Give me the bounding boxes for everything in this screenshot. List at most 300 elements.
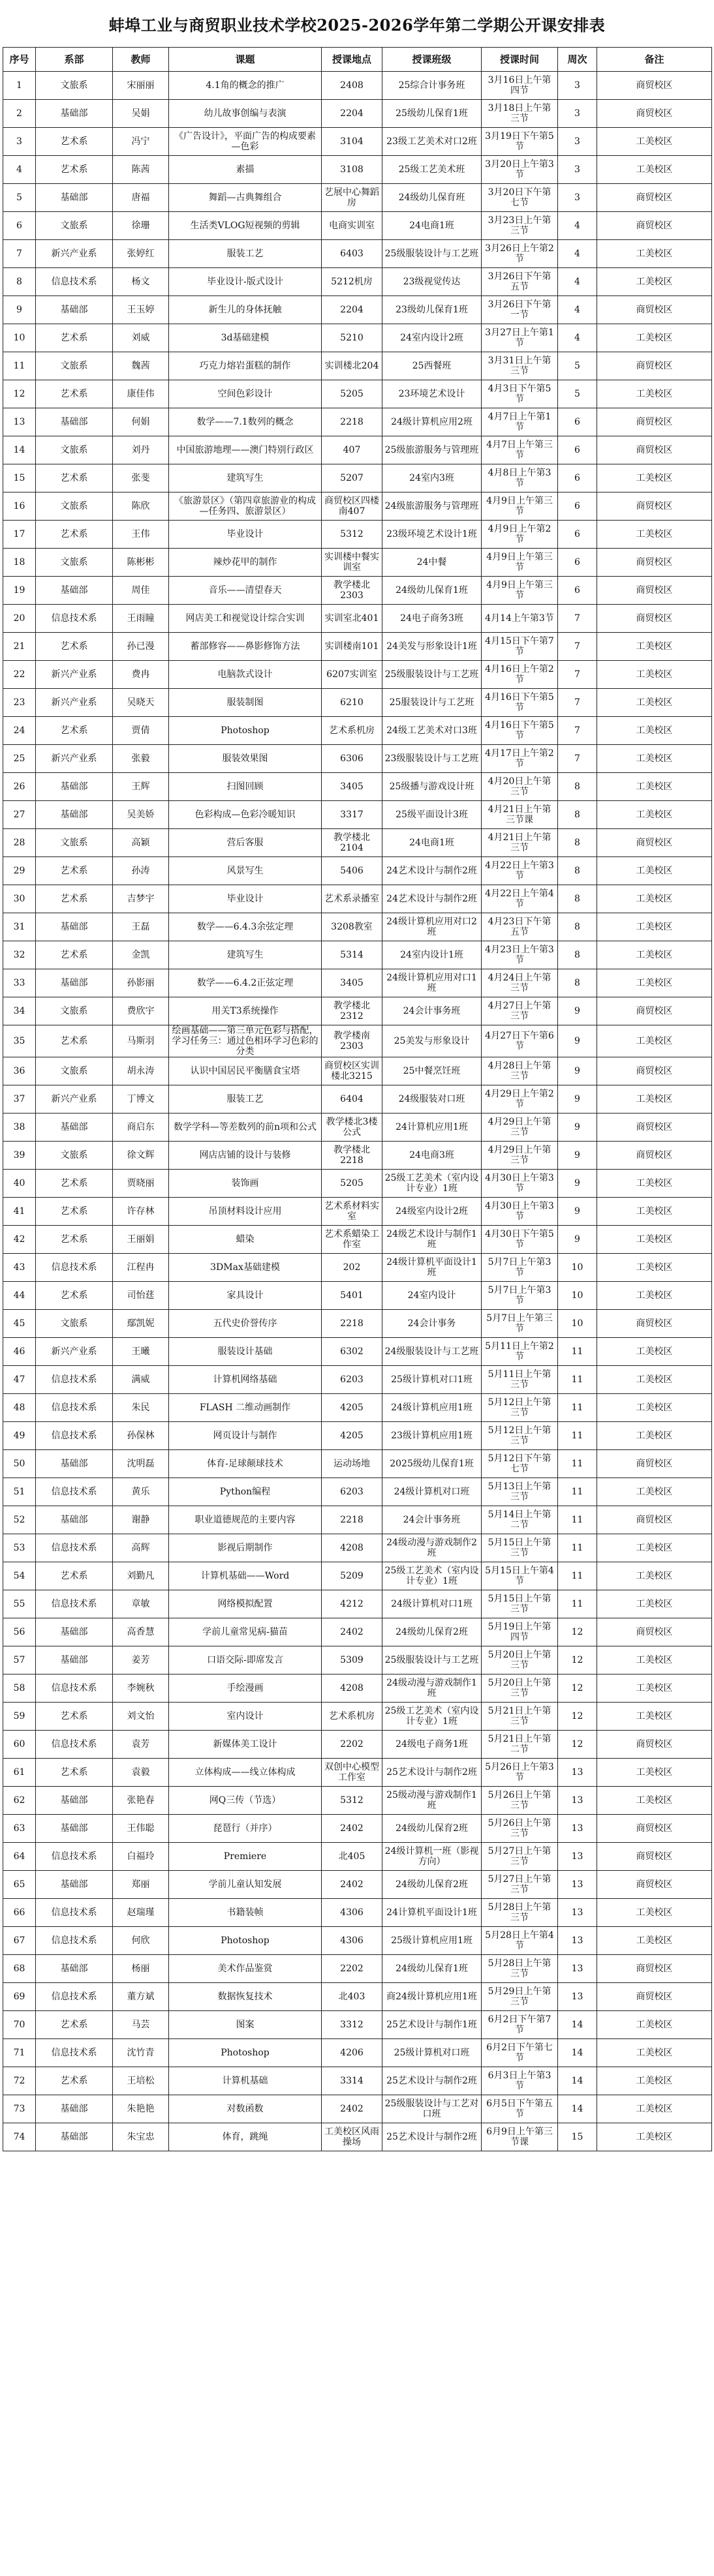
table-row (3, 212, 712, 240)
row-class: 23级环境艺术设计1班 (382, 521, 482, 549)
row-location: 2218 (322, 1506, 382, 1534)
table-row (3, 408, 712, 436)
row-teacher: 吴美娇 (113, 801, 169, 829)
row-topic: 辣炒花甲的制作 (169, 549, 322, 577)
row-location: 3108 (322, 156, 382, 184)
row-week: 11 (558, 1394, 597, 1422)
row-time: 5月7日上午第3节 (482, 1282, 558, 1310)
table-row (3, 1450, 712, 1478)
row-index: 44 (3, 1282, 36, 1310)
row-week: 14 (558, 2011, 597, 2039)
row-time: 4月15日下午第7节 (482, 633, 558, 661)
row-week: 11 (558, 1366, 597, 1394)
row-class: 25级工艺美术班 (382, 156, 482, 184)
row-teacher: 吴娟 (113, 100, 169, 128)
row-class: 24级服装对口班 (382, 1085, 482, 1114)
row-location: 商贸校区实训楼北3215 (322, 1057, 382, 1085)
row-teacher: 高颖 (113, 829, 169, 857)
row-teacher: 杨文 (113, 268, 169, 296)
row-class: 24级电子商务1班 (382, 1731, 482, 1759)
row-index: 38 (3, 1114, 36, 1142)
row-index: 71 (3, 2039, 36, 2067)
row-week: 8 (558, 941, 597, 969)
header-row (3, 48, 712, 72)
row-index: 48 (3, 1394, 36, 1422)
row-location: 教学楼北3楼公式 (322, 1114, 382, 1142)
row-class: 24室内3班 (382, 464, 482, 492)
row-remark: 工美校区 (597, 1787, 712, 1815)
row-topic: 建筑写生 (169, 464, 322, 492)
row-topic: 网店美工和视觉设计综合实训 (169, 605, 322, 633)
row-location: 2402 (322, 1871, 382, 1899)
row-teacher: 江程冉 (113, 1254, 169, 1282)
row-class: 25级服装设计与工艺对口班 (382, 2095, 482, 2123)
row-department: 信息技术系 (36, 1254, 113, 1282)
row-department: 艺术系 (36, 1025, 113, 1057)
row-index: 57 (3, 1646, 36, 1674)
table-row (3, 1394, 712, 1422)
row-department: 艺术系 (36, 1282, 113, 1310)
table-row (3, 1562, 712, 1590)
row-week: 3 (558, 128, 597, 156)
row-location: 6203 (322, 1366, 382, 1394)
row-index: 26 (3, 773, 36, 801)
row-class: 24级服装设计与工艺班 (382, 1338, 482, 1366)
row-remark: 工美校区 (597, 689, 712, 717)
row-index: 45 (3, 1310, 36, 1338)
row-class: 24会计事务班 (382, 1506, 482, 1534)
row-department: 艺术系 (36, 324, 113, 352)
row-time: 3月26日下午第一节 (482, 296, 558, 324)
row-week: 15 (558, 2123, 597, 2151)
row-topic: 毕业设计 (169, 521, 322, 549)
row-department: 基础部 (36, 577, 113, 605)
row-remark: 商贸校区 (597, 352, 712, 380)
row-topic: 4.1角的概念的推广 (169, 72, 322, 100)
row-week: 9 (558, 1170, 597, 1198)
row-class: 24级幼儿保育2班 (382, 1871, 482, 1899)
row-index: 25 (3, 745, 36, 773)
row-time: 6月3日上午第3节 (482, 2067, 558, 2095)
row-department: 文旅系 (36, 1057, 113, 1085)
row-remark: 工美校区 (597, 324, 712, 352)
row-department: 艺术系 (36, 1562, 113, 1590)
row-location: 2402 (322, 1815, 382, 1843)
table-row (3, 436, 712, 464)
table-row (3, 885, 712, 913)
row-teacher: 董方斌 (113, 1983, 169, 2011)
row-class: 25服装设计与工艺班 (382, 689, 482, 717)
row-time: 5月7日上午第3节 (482, 1254, 558, 1282)
row-teacher: 白福玲 (113, 1843, 169, 1871)
row-class: 24级计算机平面设计1班 (382, 1254, 482, 1282)
row-time: 3月18日上午第三节 (482, 100, 558, 128)
row-remark: 工美校区 (597, 857, 712, 885)
row-remark: 商贸校区 (597, 184, 712, 212)
row-class: 24计算机应用1班 (382, 1114, 482, 1142)
row-remark: 工美校区 (597, 745, 712, 773)
row-department: 基础部 (36, 1506, 113, 1534)
table-row (3, 2123, 712, 2151)
row-teacher: 商启东 (113, 1114, 169, 1142)
row-week: 13 (558, 1815, 597, 1843)
row-department: 基础部 (36, 2095, 113, 2123)
row-topic: 手绘漫画 (169, 1674, 322, 1703)
table-row (3, 633, 712, 661)
row-week: 6 (558, 464, 597, 492)
row-week: 10 (558, 1282, 597, 1310)
row-remark: 工美校区 (597, 156, 712, 184)
row-time: 5月26日上午第三节 (482, 1815, 558, 1843)
row-teacher: 高辉 (113, 1534, 169, 1562)
row-index: 52 (3, 1506, 36, 1534)
row-week: 8 (558, 857, 597, 885)
table-row (3, 1843, 712, 1871)
row-topic: 扫图回顾 (169, 773, 322, 801)
row-teacher: 张毅 (113, 745, 169, 773)
row-class: 25级计算机对口班 (382, 2039, 482, 2067)
row-department: 基础部 (36, 1871, 113, 1899)
row-topic: 数学——7.1数列的概念 (169, 408, 322, 436)
row-time: 5月20日上午第三节 (482, 1646, 558, 1674)
row-topic: 图案 (169, 2011, 322, 2039)
row-class: 24级计算机应用1班 (382, 1394, 482, 1422)
row-department: 基础部 (36, 773, 113, 801)
row-location: 3405 (322, 969, 382, 997)
table-row (3, 857, 712, 885)
row-department: 信息技术系 (36, 1534, 113, 1562)
row-class: 25级服装设计与工艺班 (382, 1646, 482, 1674)
row-index: 54 (3, 1562, 36, 1590)
row-teacher: 金凯 (113, 941, 169, 969)
row-location: 5209 (322, 1562, 382, 1590)
row-teacher: 孙已漫 (113, 633, 169, 661)
row-time: 3月27日上午第1节 (482, 324, 558, 352)
row-remark: 工美校区 (597, 913, 712, 941)
table-row (3, 1478, 712, 1506)
row-department: 艺术系 (36, 1703, 113, 1731)
row-index: 59 (3, 1703, 36, 1731)
row-time: 4月9日上午第三节 (482, 549, 558, 577)
row-location: 实训楼南101 (322, 633, 382, 661)
row-department: 文旅系 (36, 492, 113, 521)
row-week: 6 (558, 436, 597, 464)
row-remark: 工美校区 (597, 380, 712, 408)
row-topic: 认识中国居民平衡膳食宝塔 (169, 1057, 322, 1085)
row-teacher: 费冉 (113, 661, 169, 689)
row-teacher: 吴晓天 (113, 689, 169, 717)
row-time: 6月2日下午第七节 (482, 2039, 558, 2067)
row-topic: 毕业设计-版式设计 (169, 268, 322, 296)
row-class: 24级动漫与游戏制作2班 (382, 1534, 482, 1562)
row-department: 信息技术系 (36, 1394, 113, 1422)
table-row (3, 577, 712, 605)
row-time: 3月20日下午第七节 (482, 184, 558, 212)
row-remark: 工美校区 (597, 1025, 712, 1057)
row-week: 11 (558, 1338, 597, 1366)
table-row (3, 1142, 712, 1170)
row-class: 24电子商务3班 (382, 605, 482, 633)
row-teacher: 朱宝忠 (113, 2123, 169, 2151)
row-week: 8 (558, 829, 597, 857)
row-topic: 体育-足球颠球技术 (169, 1450, 322, 1478)
row-index: 65 (3, 1871, 36, 1899)
row-teacher: 王培松 (113, 2067, 169, 2095)
row-department: 基础部 (36, 1618, 113, 1646)
row-week: 7 (558, 717, 597, 745)
row-class: 24级幼儿保育2班 (382, 1618, 482, 1646)
row-teacher: 何欣 (113, 1927, 169, 1955)
row-time: 4月23日下午第五节 (482, 913, 558, 941)
col-header-location: 授课地点 (322, 48, 382, 72)
row-index: 15 (3, 464, 36, 492)
row-location: 运动场地 (322, 1450, 382, 1478)
row-week: 9 (558, 997, 597, 1025)
row-remark: 工美校区 (597, 1422, 712, 1450)
row-index: 2 (3, 100, 36, 128)
row-class: 24级计算机应用对口1班 (382, 969, 482, 997)
row-remark: 商贸校区 (597, 829, 712, 857)
row-time: 5月28日上午第三节 (482, 1955, 558, 1983)
row-location: 4205 (322, 1422, 382, 1450)
row-teacher: 徐文辉 (113, 1142, 169, 1170)
row-topic: 学前儿童常见病-猫苗 (169, 1618, 322, 1646)
row-remark: 工美校区 (597, 1927, 712, 1955)
row-location: 5207 (322, 464, 382, 492)
row-department: 基础部 (36, 1114, 113, 1142)
row-department: 信息技术系 (36, 605, 113, 633)
row-topic: 新媒体美工设计 (169, 1731, 322, 1759)
row-location: 4306 (322, 1899, 382, 1927)
row-department: 信息技术系 (36, 1478, 113, 1506)
row-topic: Photoshop (169, 717, 322, 745)
row-index: 62 (3, 1787, 36, 1815)
table-row (3, 829, 712, 857)
row-remark: 工美校区 (597, 1590, 712, 1618)
row-location: 2202 (322, 1955, 382, 1983)
row-index: 56 (3, 1618, 36, 1646)
table-row (3, 1731, 712, 1759)
table-row (3, 296, 712, 324)
row-remark: 商贸校区 (597, 1871, 712, 1899)
row-index: 12 (3, 380, 36, 408)
row-location: 艺术系机房 (322, 1703, 382, 1731)
row-remark: 工美校区 (597, 773, 712, 801)
row-time: 4月16日下午第5节 (482, 717, 558, 745)
row-teacher: 王曦 (113, 1338, 169, 1366)
row-department: 基础部 (36, 408, 113, 436)
col-header-index: 序号 (3, 48, 36, 72)
row-index: 70 (3, 2011, 36, 2039)
row-teacher: 贾倩 (113, 717, 169, 745)
row-topic: 影视后期制作 (169, 1534, 322, 1562)
row-department: 新兴产业系 (36, 745, 113, 773)
row-class: 24级幼儿保育1班 (382, 577, 482, 605)
row-teacher: 孙保林 (113, 1422, 169, 1450)
row-time: 4月9日上午第三节 (482, 492, 558, 521)
row-topic: 服装工艺 (169, 1085, 322, 1114)
table-row (3, 745, 712, 773)
row-topic: 计算机基础 (169, 2067, 322, 2095)
row-class: 25艺术设计与制作2班 (382, 2067, 482, 2095)
row-remark: 工美校区 (597, 1085, 712, 1114)
row-index: 46 (3, 1338, 36, 1366)
row-index: 69 (3, 1983, 36, 2011)
row-remark: 商贸校区 (597, 577, 712, 605)
row-index: 37 (3, 1085, 36, 1114)
row-location: 商贸校区四楼南407 (322, 492, 382, 521)
row-remark: 工美校区 (597, 885, 712, 913)
row-location: 实训室北401 (322, 605, 382, 633)
table-row (3, 1674, 712, 1703)
row-teacher: 姜芳 (113, 1646, 169, 1674)
row-location: 4206 (322, 2039, 382, 2067)
row-index: 14 (3, 436, 36, 464)
row-teacher: 丁博文 (113, 1085, 169, 1114)
row-topic: 素描 (169, 156, 322, 184)
row-week: 4 (558, 324, 597, 352)
row-week: 3 (558, 100, 597, 128)
row-index: 53 (3, 1534, 36, 1562)
row-index: 31 (3, 913, 36, 941)
row-class: 24室内设计 (382, 1282, 482, 1310)
row-topic: 服装工艺 (169, 240, 322, 268)
row-index: 30 (3, 885, 36, 913)
row-department: 艺术系 (36, 2067, 113, 2095)
row-location: 工美校区风雨操场 (322, 2123, 382, 2151)
row-teacher: 张艳春 (113, 1787, 169, 1815)
table-row (3, 1025, 712, 1057)
row-teacher: 沈明磊 (113, 1450, 169, 1478)
table-row (3, 1983, 712, 2011)
row-week: 12 (558, 1646, 597, 1674)
row-remark: 工美校区 (597, 941, 712, 969)
row-class: 24艺术设计与制作2班 (382, 857, 482, 885)
row-week: 9 (558, 1057, 597, 1085)
row-topic: 网络模拟配置 (169, 1590, 322, 1618)
row-time: 5月26日上午第3节 (482, 1759, 558, 1787)
row-time: 4月14上午第3节 (482, 605, 558, 633)
table-row (3, 1955, 712, 1983)
row-index: 43 (3, 1254, 36, 1282)
row-department: 文旅系 (36, 997, 113, 1025)
row-time: 5月14日上午第二节 (482, 1506, 558, 1534)
row-department: 文旅系 (36, 212, 113, 240)
row-remark: 商贸校区 (597, 100, 712, 128)
row-index: 67 (3, 1927, 36, 1955)
row-teacher: 唐福 (113, 184, 169, 212)
row-remark: 工美校区 (597, 1338, 712, 1366)
row-topic: 《旅游景区》（第四章旅游业的构成—任务四、旅游景区） (169, 492, 322, 521)
row-index: 32 (3, 941, 36, 969)
row-week: 11 (558, 1534, 597, 1562)
row-topic: 服装制图 (169, 689, 322, 717)
row-class: 23环境艺术设计 (382, 380, 482, 408)
row-week: 11 (558, 1506, 597, 1534)
row-time: 4月9日上午第2节 (482, 521, 558, 549)
row-location: 4208 (322, 1534, 382, 1562)
row-department: 信息技术系 (36, 1731, 113, 1759)
row-time: 5月7日上午第三节 (482, 1310, 558, 1338)
row-remark: 商贸校区 (597, 492, 712, 521)
row-department: 艺术系 (36, 885, 113, 913)
row-index: 10 (3, 324, 36, 352)
row-index: 68 (3, 1955, 36, 1983)
row-location: 6210 (322, 689, 382, 717)
row-class: 25级幼儿保育1班 (382, 100, 482, 128)
row-time: 4月29日上午第三节 (482, 1142, 558, 1170)
row-week: 8 (558, 885, 597, 913)
row-location: 407 (322, 436, 382, 464)
table-row (3, 240, 712, 268)
row-department: 艺术系 (36, 2011, 113, 2039)
row-topic: 电脑款式设计 (169, 661, 322, 689)
row-index: 42 (3, 1226, 36, 1254)
row-time: 5月12日上午第三节 (482, 1422, 558, 1450)
table-row (3, 1871, 712, 1899)
row-teacher: 陈茜 (113, 156, 169, 184)
row-teacher: 袁芳 (113, 1731, 169, 1759)
row-index: 40 (3, 1170, 36, 1198)
row-time: 5月21日上午第三节 (482, 1703, 558, 1731)
row-remark: 商贸校区 (597, 212, 712, 240)
table-row (3, 1506, 712, 1534)
row-class: 24美发与形象设计1班 (382, 633, 482, 661)
row-department: 文旅系 (36, 1310, 113, 1338)
row-topic: 巧克力熔岩蛋糕的制作 (169, 352, 322, 380)
row-location: 6404 (322, 1085, 382, 1114)
row-index: 4 (3, 156, 36, 184)
row-week: 3 (558, 72, 597, 100)
row-location: 艺术系录播室 (322, 885, 382, 913)
row-location: 3317 (322, 801, 382, 829)
row-teacher: 鄢凯妮 (113, 1310, 169, 1338)
table-row (3, 661, 712, 689)
row-remark: 工美校区 (597, 2011, 712, 2039)
row-class: 24电商1班 (382, 829, 482, 857)
row-location: 5312 (322, 1787, 382, 1815)
row-topic: 对数函数 (169, 2095, 322, 2123)
row-class: 24级旅游服务与管理班 (382, 492, 482, 521)
table-row (3, 100, 712, 128)
row-location: 5312 (322, 521, 382, 549)
row-location: 5205 (322, 1170, 382, 1198)
row-remark: 工美校区 (597, 1478, 712, 1506)
row-department: 基础部 (36, 1955, 113, 1983)
row-teacher: 谢静 (113, 1506, 169, 1534)
row-remark: 工美校区 (597, 1534, 712, 1562)
row-topic: 毕业设计 (169, 885, 322, 913)
row-class: 2025级幼儿保育1班 (382, 1450, 482, 1478)
row-topic: 网Q三传（节选） (169, 1787, 322, 1815)
row-topic: 装饰画 (169, 1170, 322, 1198)
table-row (3, 1226, 712, 1254)
row-location: 5314 (322, 941, 382, 969)
row-department: 基础部 (36, 1815, 113, 1843)
row-topic: FLASH 二维动画制作 (169, 1394, 322, 1422)
row-remark: 商贸校区 (597, 1057, 712, 1085)
row-teacher: 冯宁 (113, 128, 169, 156)
row-class: 23级幼儿保育1班 (382, 296, 482, 324)
row-topic: 口语交际-即席发言 (169, 1646, 322, 1674)
row-topic: 书籍装帧 (169, 1899, 322, 1927)
row-location: 教学楼南2303 (322, 1025, 382, 1057)
row-remark: 工美校区 (597, 268, 712, 296)
row-time: 5月28日上午第三节 (482, 1899, 558, 1927)
row-class: 23级服装设计与工艺班 (382, 745, 482, 773)
row-week: 11 (558, 1478, 597, 1506)
row-teacher: 王雨瞳 (113, 605, 169, 633)
